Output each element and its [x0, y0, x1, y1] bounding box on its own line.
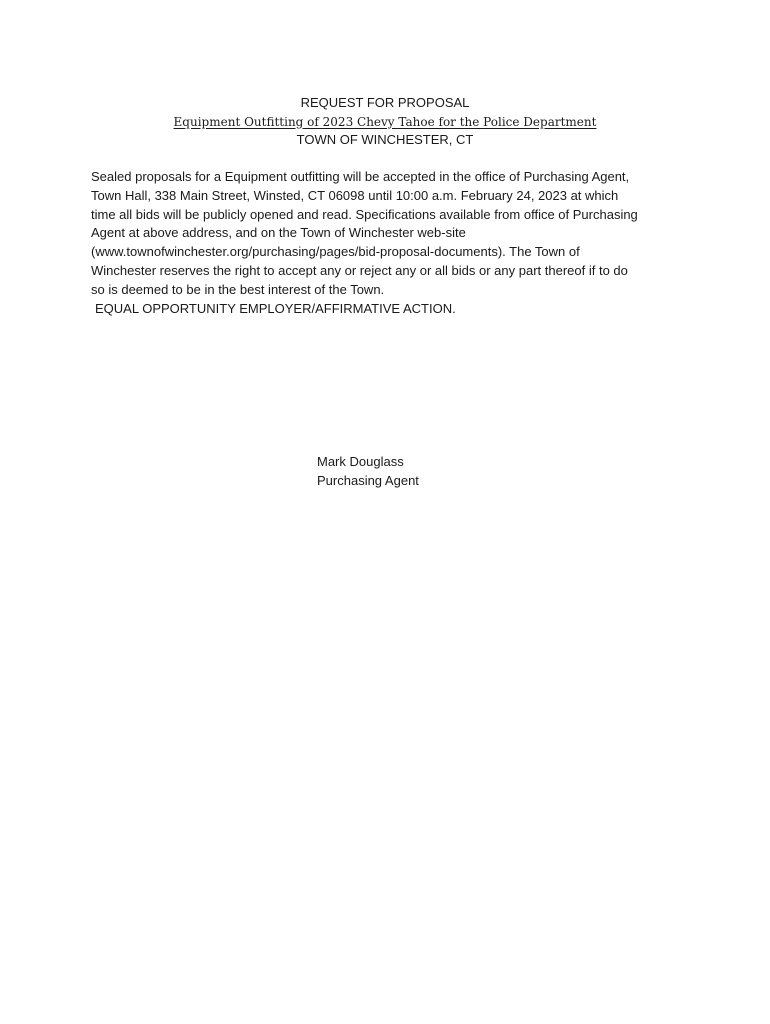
proposal-body	[91, 168, 691, 318]
organization-name: TOWN OF WINCHESTER, CT	[296, 132, 474, 147]
body-line: time all bids will be publicly opened and read. Specifications available from office of Purchasing	[91, 206, 638, 222]
document-title: REQUEST FOR PROPOSAL	[300, 95, 470, 110]
body-line: so is deemed to be in the best interest of the Town.	[91, 281, 385, 297]
document-heading	[0, 94, 770, 150]
body-line: Town Hall, 338 Main Street, Winsted, CT 06098 until 10:00 a.m. February 24, 2023 at which	[91, 187, 619, 203]
body-line: Agent at above address, and on the Town of Winchester web-site	[91, 225, 466, 241]
eeo-statement: EQUAL OPPORTUNITY EMPLOYER/AFFIRMATIVE ACTION.	[95, 300, 456, 316]
document-subtitle: Equipment Outfitting of 2023 Chevy Tahoe for the Police Department	[173, 114, 597, 129]
body-line: (www.townofwinchester.org/purchasing/pages/bid-proposal-documents). The Town of	[91, 244, 580, 260]
signature-block	[317, 452, 419, 490]
signer-title: Purchasing Agent	[317, 473, 419, 488]
body-line: Winchester reserves the right to accept any or reject any or all bids or any part thereof if to do	[91, 262, 628, 278]
body-line: Sealed proposals for a Equipment outfitting will be accepted in the office of Purchasing Agent,	[91, 169, 630, 184]
signer-name: Mark Douglass	[317, 454, 404, 469]
